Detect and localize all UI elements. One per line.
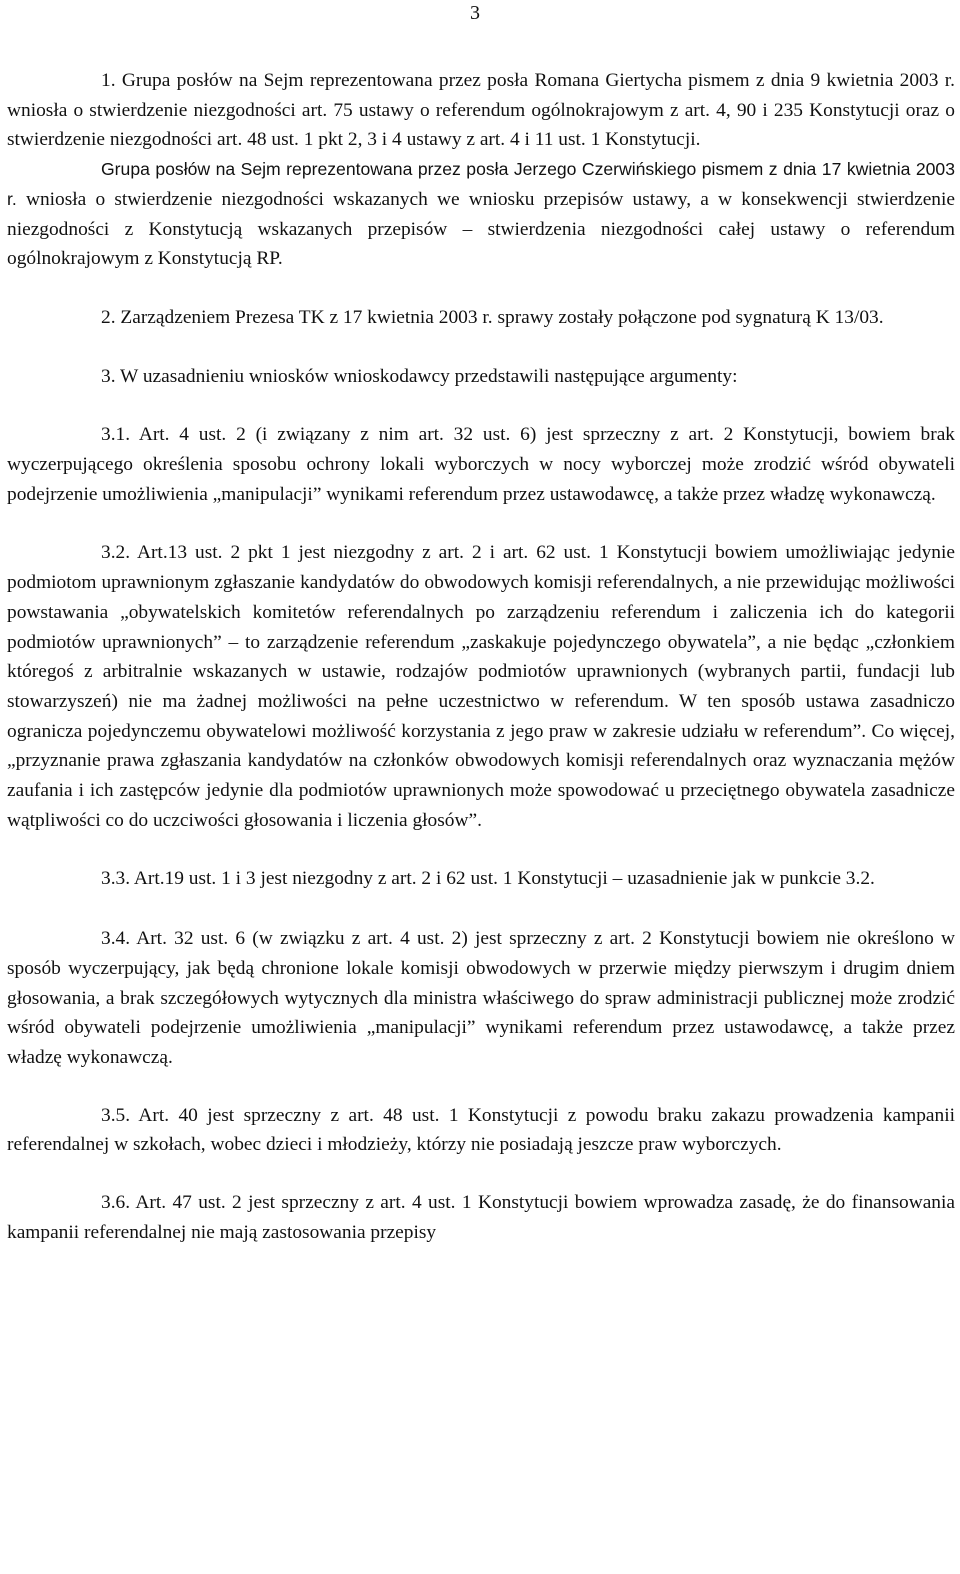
paragraph-1b-serif-part: wniosła o stwierdzenie niezgodności wskazanych we wniosku przepisów ustawy, a w konsekwencji stwierdzenie niezgodności z Konstytucją wskazanych przepisów – stwierdzenia niezgodności całej ustawy o referendum ogólnokrajowym z Konstytucją RP.: [7, 188, 955, 270]
paragraph-1-giertych-motion: 1. Grupa posłów na Sejm reprezentowana przez posła Romana Giertycha pismem z dnia 9 kwietnia 2003 r. wniosła o stwierdzenie niezgodności art. 75 ustawy o referendum ogólnokrajowym z art. 4, 90 i 235 Konstytucji oraz o stwierdzenie niezgodności art. 48 ust. 1 pkt 2, 3 i 4 ustawy z art. 4 i 11 ust. 1 Konstytucji.: [7, 70, 955, 151]
paragraph-3-4: 3.4. Art. 32 ust. 6 (w związku z art. 4 ust. 2) jest sprzeczny z art. 2 Konstytucji bowiem nie określono w sposób wyczerpujący, jak będą chronione lokale komisji obwodowych w przerwie między pierwszym i drugim dniem głosowania, a brak szczegółowych wytycznych dla ministra właściwego do spraw administracji publicznej może zrodzić wśród obywateli podejrzenie umożliwienia „manipulacji” wynikami referendum przez ustawodawcę, a także przez władzę wykonawczą.: [7, 928, 955, 1068]
paragraph-3-5: 3.5. Art. 40 jest sprzeczny z art. 48 ust. 1 Konstytucji z powodu braku zakazu prowadzenia kampanii referendalnej w szkołach, wobec dzieci i młodzieży, którzy nie posiadają jeszcze praw wyborczych.: [7, 1104, 955, 1156]
paragraph-3-3: 3.3. Art.19 ust. 1 i 3 jest niezgodny z art. 2 i 62 ust. 1 Konstytucji – uzasadnienie jak w punkcie 3.2.: [101, 868, 875, 890]
paragraph-3-arguments-intro: 3. W uzasadnieniu wniosków wnioskodawcy przedstawili następujące argumenty:: [101, 365, 738, 387]
paragraph-3-2: 3.2. Art.13 ust. 2 pkt 1 jest niezgodny z art. 2 i art. 62 ust. 1 Konstytucji bowiem umożliwiając jedynie podmiotom uprawnionym zgłaszanie kandydatów do obwodowych komisji referendalnych, a nie przewidując możliwości powstawania „obywatelskich komitetów referendalnych po zarządzeniu referendum i zaliczenia ich do kategorii podmiotów uprawnionych” – to zarządzenie referendum „zaskakuje pojedynczego obywatela”, a nie będąc „członkiem któregoś z arbitralnie wskazanych w ustawie, rodzajów podmiotów uprawnionych (wybranych partii, fundacji lub stowarzyszeń) nie ma żadnej możliwości na pełne uczestnictwo w referendum. W ten sposób ustawa zasadniczo ogranicza pojedynczemu obywatelowi możliwość korzystania z jego praw w zakresie udziału w referendum”. Co więcej, „przyznanie prawa zgłaszania kandydatów na członków obwodowych komisji referendalnych oraz wyznaczania mężów zaufania i ich zastępców jedynie dla podmiotów uprawnionych może spowodować u przeciętnego obywatela zasadnicze wątpliwości co do uczciwości głosowania i liczenia głosów”.: [7, 542, 955, 831]
paragraph-2-joined-cases: 2. Zarządzeniem Prezesa TK z 17 kwietnia 2003 r. sprawy zostały połączone pod sygnaturą K 13/03.: [101, 306, 884, 328]
paragraph-3-1: 3.1. Art. 4 ust. 2 (i związany z nim art. 32 ust. 6) jest sprzeczny z art. 2 Konstytucji, bowiem brak wyczerpującego określenia sposobu ochrony lokali wyborczych w nocy wyborczej może zrodzić wśród obywateli podejrzenie umożliwienia „manipulacji” wynikami referendum przez ustawodawcę, a także przez władzę wykonawczą.: [7, 424, 955, 505]
page-number: 3: [470, 2, 480, 24]
document-body: [7, 66, 955, 1248]
paragraph-1b-czerwinski-motion: [7, 155, 955, 274]
paragraph-1b-sans-part: Grupa posłów na Sejm reprezentowana przez posła Jerzego Czerwińskiego pismem z dnia 17 kwietnia 2003 r.: [7, 159, 955, 209]
paragraph-3-6: 3.6. Art. 47 ust. 2 jest sprzeczny z art. 4 ust. 1 Konstytucji bowiem wprowadza zasadę, że do finansowania kampanii referendalnej nie mają zastosowania przepisy: [7, 1192, 955, 1243]
